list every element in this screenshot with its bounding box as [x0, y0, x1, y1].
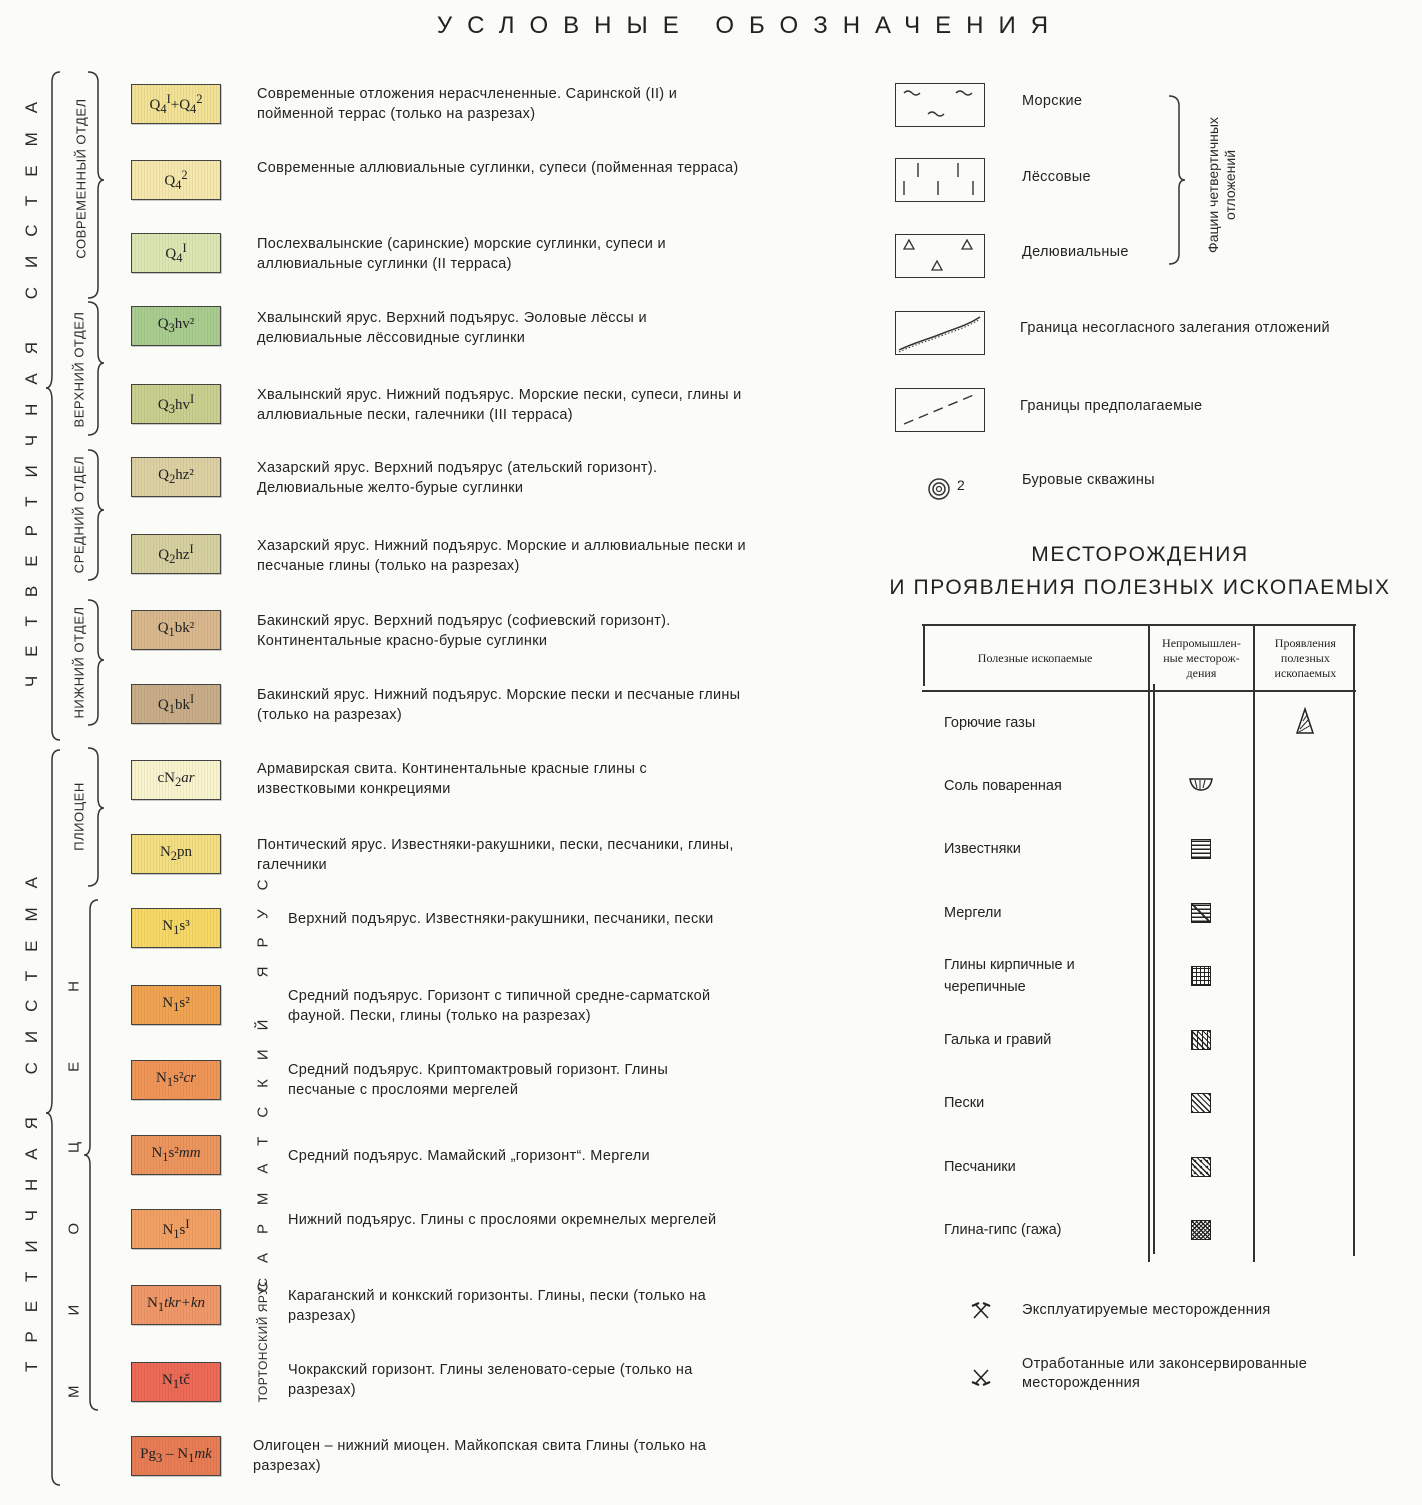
- unit-swatch: [131, 1060, 221, 1100]
- unit-index-label: $N_1s^2$: [162, 995, 190, 1014]
- unit-description: Средний подъярус. Горизонт с типичной средне-сарматской фауной. Пески, глины (только на разрезах): [288, 988, 711, 1024]
- facies-label: Морские: [1022, 93, 1083, 109]
- unit-description: Средний подъярус. Криптомактровый горизонт. Глины песчаные с прослоями мергелей: [288, 1062, 669, 1098]
- borehole-label: Буровые скважины: [1022, 472, 1155, 488]
- unit-swatch: [131, 84, 221, 124]
- unit-index-label: $Pg_3 - N_1mk$: [140, 1446, 212, 1465]
- unit-description: Олигоцен – нижний миоцен. Майкопская свита Глины (только на разрезах): [253, 1438, 707, 1474]
- unit-description: Бакинский ярус. Нижний подъярус. Морские пески и песчаные глины (только на разрезах): [257, 687, 741, 723]
- table-divider: [1353, 624, 1355, 1256]
- deposits-title-line2: И ПРОЯВЛЕНИЯ ПОЛЕЗНЫХ ИСКОПАЕМЫХ: [889, 576, 1391, 599]
- unit-swatch: [131, 985, 221, 1025]
- unit-swatch: [131, 1209, 221, 1249]
- table-divider: [923, 624, 925, 686]
- unit-index-label: $N_1s^I$: [162, 1216, 190, 1241]
- unit-swatch: [131, 1436, 221, 1476]
- unit-description: Понтический ярус. Известняки-ракушники, пески, песчаники, глины, галечники: [257, 837, 734, 873]
- unit-index-label: $Q_1bk^I$: [157, 691, 195, 716]
- facies-brace: [1165, 94, 1187, 268]
- unit-swatch: [131, 534, 221, 574]
- unit-index-label: $Q_3hv^2$: [157, 316, 195, 335]
- series-braces: [84, 70, 106, 1490]
- mineral-name: Горючие газы: [944, 715, 1036, 731]
- limestone-icon: [1191, 839, 1211, 859]
- unit-description: Средний подъярус. Мамайский „горизонт“. Мергели: [288, 1148, 650, 1164]
- crossed-hammers-icon: [970, 1300, 992, 1322]
- unit-index-label: $Q_2hz^2$: [158, 467, 194, 486]
- unit-description: Современные аллювиальные суглинки, супеси (пойменная терраса): [257, 160, 739, 176]
- unit-description: Нижний подъярус. Глины с прослоями окремнелых мергелей: [288, 1212, 717, 1228]
- unit-swatch: [131, 160, 221, 200]
- unit-swatch: [131, 1362, 221, 1402]
- unit-index-label: $N_1s^2mm$: [151, 1145, 201, 1164]
- cone-icon: [1294, 707, 1316, 735]
- unit-swatch: [131, 610, 221, 650]
- header-occurrences: Проявления полезных ископаемых: [1254, 625, 1356, 691]
- series-lower-label: НИЖНИЙ ОТДЕЛ: [71, 606, 87, 719]
- mineral-name: Пески: [944, 1095, 985, 1112]
- unit-index-label: $Q_4^I$: [165, 240, 187, 265]
- quaternary-system-label: ЧЕТВЕРТИЧНАЯ СИСТЕМА: [22, 82, 41, 688]
- gravel-icon: [1191, 1030, 1211, 1050]
- loess-facies-icon: [895, 158, 985, 202]
- mineral-name: Известняки: [944, 841, 1021, 858]
- unit-description: Верхний подъярус. Известняки-ракушники, песчаники, пески: [288, 911, 714, 927]
- series-middle-label: СРЕДНИЙ ОТДЕЛ: [71, 455, 87, 574]
- unit-swatch: [131, 457, 221, 497]
- stage-tortonian-label: ТОРТОНСКИЙ ЯРУС: [256, 1277, 270, 1403]
- series-modern-label: СОВРЕМЕННЫЙ ОТДЕЛ: [73, 98, 89, 259]
- unconformity-boundary-icon: [895, 311, 985, 355]
- unit-description: Хвалынский ярус. Нижний подъярус. Морские пески, супеси, глины и аллювиальные пески, галечники (III терраса): [257, 387, 742, 423]
- inverted-hammers-icon: [970, 1366, 992, 1388]
- mineral-name: Песчаники: [944, 1158, 1016, 1175]
- table-divider: [1253, 684, 1255, 1254]
- table-divider: [1153, 684, 1155, 1254]
- unit-description: Чокракский горизонт. Глины зеленовато-серые (только на разрезах): [288, 1362, 693, 1398]
- mineral-name: Мергели: [944, 904, 1002, 921]
- marl-icon: [1191, 903, 1211, 923]
- deposits-title-line1: МЕСТОРОЖДЕНИЯ: [1031, 543, 1249, 566]
- unit-description: Современные отложения нерасчлененные. Саринской (II) и пойменной террас (только на разрезах): [257, 86, 678, 122]
- unit-index-label: $Q_2hz^I$: [158, 541, 194, 566]
- unit-index-label: $Q_4^2$: [164, 167, 188, 192]
- tertiary-system-label: ТРЕТИЧНАЯ СИСТЕМА: [22, 857, 41, 1373]
- unit-index-label: $Q_3hv^I$: [157, 391, 195, 416]
- borehole-icon: [928, 477, 952, 501]
- header-nonindustrial: Непромышлен-ные месторож-дения: [1149, 625, 1254, 691]
- header-minerals: Полезные ископаемые: [922, 625, 1149, 691]
- sandstone-icon: [1191, 1157, 1211, 1177]
- unit-description: Бакинский ярус. Верхний подъярус (софиевский горизонт). Континентальные красно-бурые суглинки: [257, 613, 671, 649]
- unit-swatch: [131, 908, 221, 948]
- unit-swatch: [131, 1135, 221, 1175]
- unit-index-label: $Q_4^I+Q_4^2$: [149, 91, 203, 116]
- series-miocene-label: МИОЦЕН: [65, 911, 83, 1398]
- facies-group-label: Фации четвертичных отложений: [1205, 117, 1238, 253]
- unit-index-label: $N_1s^3$: [162, 918, 190, 937]
- unit-description: Хазарский ярус. Нижний подъярус. Морские и аллювиальные пески и песчаные глины (только на разрезах): [257, 538, 746, 574]
- abandoned-label: Отработанные или законсервированные месторожденния: [1022, 1356, 1308, 1391]
- unit-index-label: $N_1s^2cr$: [156, 1070, 196, 1089]
- stage-sarmatian-label: САРМАТСКИЙ ЯРУС: [254, 860, 272, 1293]
- exploited-label: Эксплуатируемые месторожденния: [1022, 1302, 1271, 1318]
- unit-description: Послехвалынские (саринские) морские суглинки, супеси и аллювиальные суглинки (II терраса): [257, 236, 666, 272]
- unit-index-label: $N_1tkr+kn$: [146, 1295, 206, 1314]
- facies-label: Делювиальные: [1022, 244, 1129, 260]
- unit-index-label: $N_1tč$: [162, 1372, 190, 1391]
- sand-icon: [1191, 1093, 1211, 1113]
- unit-index-label: $Q_1bk^2$: [157, 620, 195, 639]
- unit-swatch: [131, 834, 221, 874]
- assumed-boundary-label: Границы предполагаемые: [1020, 398, 1203, 414]
- mineral-name: Соль поваренная: [944, 777, 1062, 794]
- unit-swatch: [131, 1285, 221, 1325]
- gypsum-clay-icon: [1191, 1220, 1211, 1240]
- unit-swatch: [131, 233, 221, 273]
- deluvial-facies-icon: [895, 234, 985, 278]
- deposits-table: [922, 624, 1356, 1262]
- unit-description: Армавирская свита. Континентальные красные глины с известковыми конкрециями: [257, 761, 648, 797]
- mineral-name: Глина-гипс (гажа): [944, 1222, 1062, 1239]
- facies-label: Лёссовые: [1022, 169, 1091, 185]
- brick-clay-icon: [1191, 966, 1211, 986]
- page-title: УСЛОВНЫЕ ОБОЗНАЧЕНИЯ: [436, 12, 1064, 39]
- unit-swatch: [131, 760, 221, 800]
- unit-index-label: $cN_2ar$: [157, 770, 195, 789]
- unconformity-label: Граница несогласного залегания отложений: [1020, 320, 1330, 336]
- series-upper-label: ВЕРХНИЙ ОТДЕЛ: [71, 311, 87, 428]
- series-pliocene-label: ПЛИОЦЕН: [71, 782, 87, 851]
- unit-description: Хазарский ярус. Верхний подъярус (ательский горизонт). Делювиальные желто-бурые суглинки: [257, 460, 658, 496]
- assumed-boundary-icon: [895, 388, 985, 432]
- unit-swatch: [131, 384, 221, 424]
- unit-description: Караганский и конкский горизонты. Глины, пески (только на разрезах): [288, 1288, 706, 1324]
- unit-description: Хвалынский ярус. Верхний подъярус. Эоловые лёссы и делювиальные лёссовидные суглинки: [257, 310, 647, 346]
- unit-swatch: [131, 684, 221, 724]
- salt-icon: [1188, 776, 1214, 792]
- unit-index-label: $N_2pn$: [159, 844, 193, 863]
- borehole-number: 2: [957, 477, 966, 493]
- unit-swatch: [131, 306, 221, 346]
- marine-facies-icon: [895, 83, 985, 127]
- mineral-name: Глины кирпичные и черепичные: [944, 957, 1075, 996]
- mineral-name: Галька и гравий: [944, 1031, 1052, 1048]
